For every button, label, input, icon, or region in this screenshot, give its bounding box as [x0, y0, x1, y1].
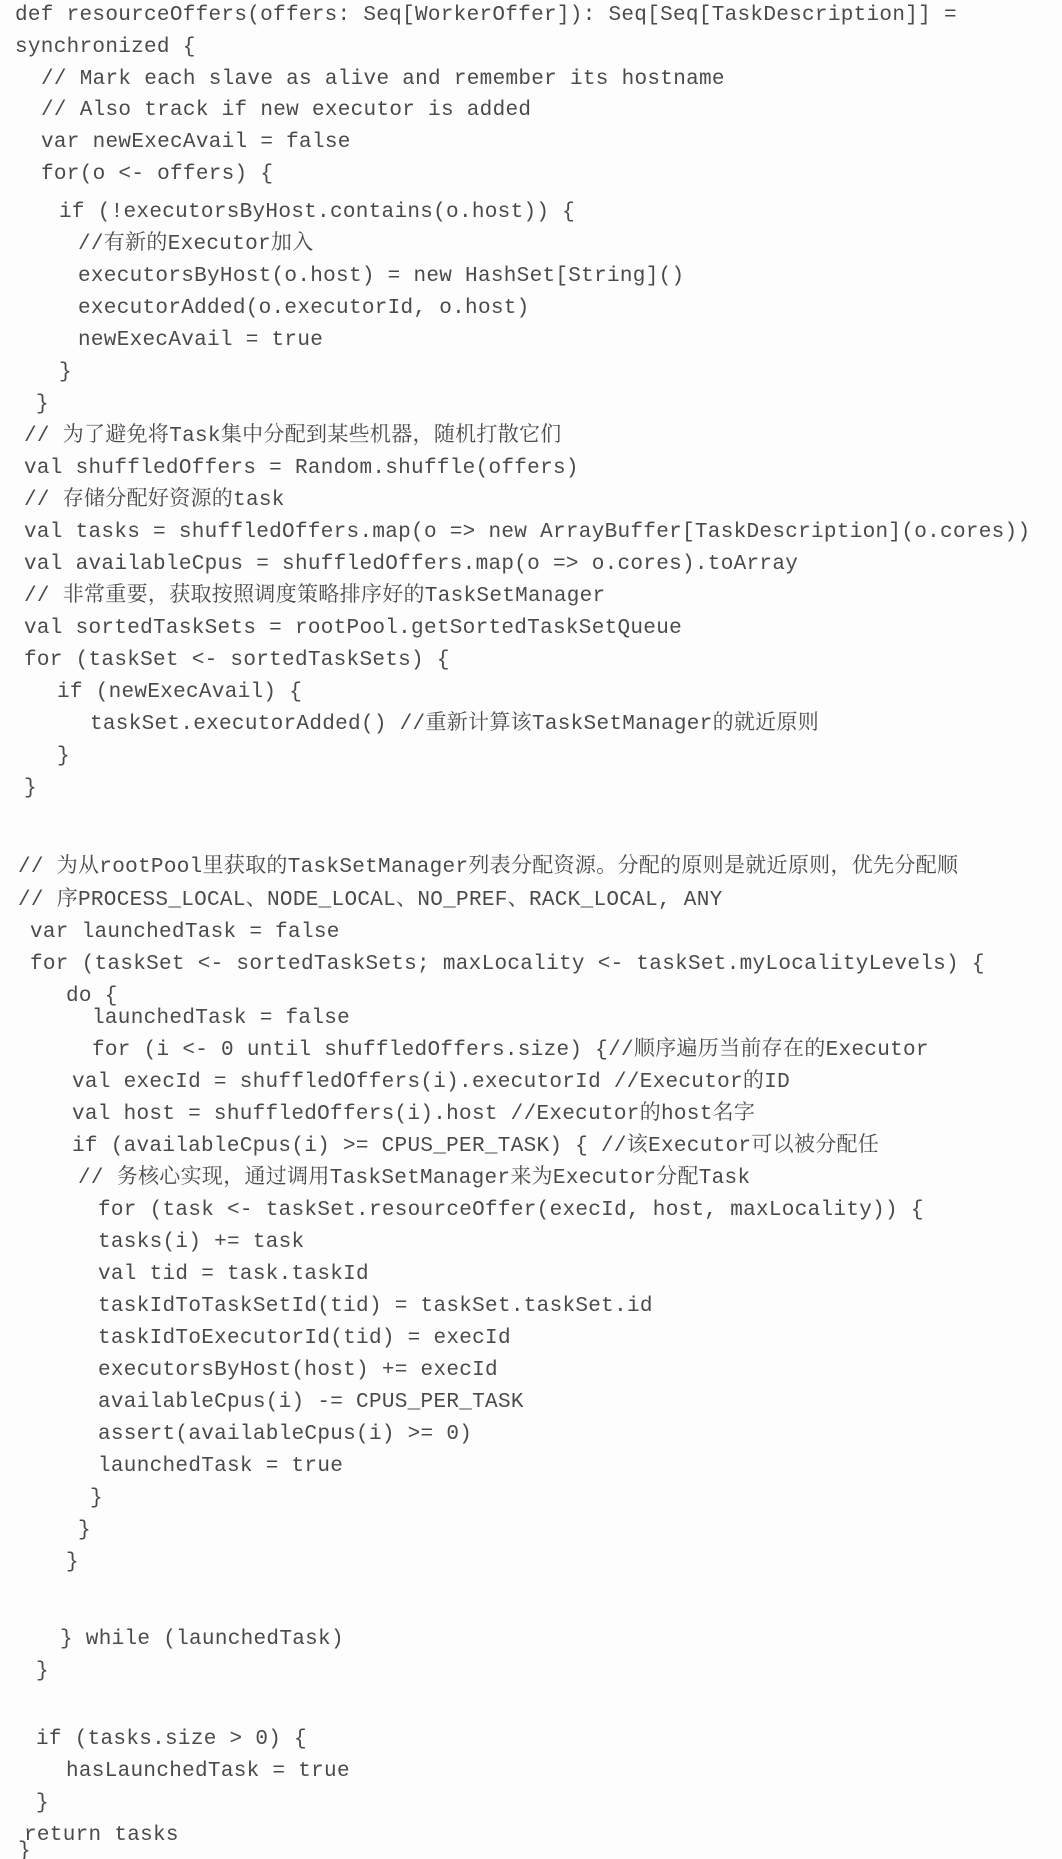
- code-line: if (!executorsByHost.contains(o.host)) {: [59, 201, 576, 224]
- code-line: do {: [66, 985, 118, 1008]
- code-comment-line: // 为了避免将Task集中分配到某些机器，随机打散它们: [24, 425, 562, 448]
- code-line: var newExecAvail = false: [41, 131, 351, 154]
- code-line: val host = shuffledOffers(i).host //Executor的host名字: [72, 1103, 756, 1126]
- code-line: }: [57, 745, 70, 768]
- code-comment-line: // 为从rootPool里获取的TaskSetManager列表分配资源。分配的原则是就近原则，优先分配顺: [18, 856, 959, 879]
- code-line: for (taskSet <- sortedTaskSets; maxLocality <- taskSet.myLocalityLevels) {: [30, 953, 985, 976]
- code-line: executorsByHost(o.host) = new HashSet[String](): [78, 265, 685, 288]
- code-line: executorAdded(o.executorId, o.host): [78, 297, 530, 320]
- code-line: hasLaunchedTask = true: [66, 1760, 350, 1783]
- code-line: }: [78, 1519, 91, 1542]
- code-line: val availableCpus = shuffledOffers.map(o => o.cores).toArray: [24, 553, 799, 576]
- code-comment-line: // 存储分配好资源的task: [24, 489, 285, 512]
- code-line: synchronized {: [15, 36, 196, 59]
- code-line: launchedTask = false: [92, 1007, 351, 1030]
- code-line: val execId = shuffledOffers(i).executorId //Executor的ID: [72, 1071, 791, 1094]
- code-line: tasks(i) += task: [98, 1231, 305, 1254]
- code-line: }: [18, 1840, 31, 1859]
- code-line: val tasks = shuffledOffers.map(o => new ArrayBuffer[TaskDescription](o.cores)): [24, 521, 1031, 544]
- code-line: if (newExecAvail) {: [57, 681, 303, 704]
- code-line: }: [90, 1487, 103, 1510]
- code-line: }: [36, 1660, 49, 1683]
- code-line: taskSet.executorAdded() //重新计算该TaskSetManager的就近原则: [90, 713, 820, 736]
- code-line: availableCpus(i) -= CPUS_PER_TASK: [98, 1391, 524, 1414]
- code-line: }: [59, 361, 72, 384]
- code-line: var launchedTask = false: [30, 921, 340, 944]
- code-line: val shuffledOffers = Random.shuffle(offers): [24, 457, 579, 480]
- code-line: for (task <- taskSet.resourceOffer(execId, host, maxLocality)) {: [98, 1199, 924, 1222]
- code-comment-line: // Mark each slave as alive and remember its hostname: [41, 68, 725, 91]
- code-line: }: [66, 1551, 79, 1574]
- code-line: for (i <- 0 until shuffledOffers.size) {//顺序遍历当前存在的Executor: [92, 1039, 929, 1062]
- code-line: if (availableCpus(i) >= CPUS_PER_TASK) { //该Executor可以被分配任: [72, 1135, 880, 1158]
- code-line: assert(availableCpus(i) >= 0): [98, 1423, 473, 1446]
- code-line: for(o <- offers) {: [41, 163, 274, 186]
- code-line: taskIdToExecutorId(tid) = execId: [98, 1327, 511, 1350]
- code-line: return tasks: [24, 1824, 179, 1847]
- code-line: val sortedTaskSets = rootPool.getSortedTaskSetQueue: [24, 617, 683, 640]
- code-line: for (taskSet <- sortedTaskSets) {: [24, 649, 450, 672]
- code-line: launchedTask = true: [98, 1455, 344, 1478]
- code-line: if (tasks.size > 0) {: [36, 1728, 307, 1751]
- code-comment-line: // 非常重要，获取按照调度策略排序好的TaskSetManager: [24, 585, 606, 608]
- code-line: newExecAvail = true: [78, 329, 324, 352]
- code-line: }: [24, 777, 37, 800]
- code-line: } while (launchedTask): [60, 1628, 344, 1651]
- code-comment-line: //有新的Executor加入: [78, 233, 314, 256]
- code-comment-line: // 序PROCESS_LOCAL、NODE_LOCAL、NO_PREF、RACK_LOCAL, ANY: [18, 889, 723, 912]
- code-comment-line: // Also track if new executor is added: [41, 99, 532, 122]
- code-line: }: [36, 1792, 49, 1815]
- code-line: def resourceOffers(offers: Seq[WorkerOffer]): Seq[Seq[TaskDescription]] =: [15, 4, 957, 27]
- code-line: val tid = task.taskId: [98, 1263, 369, 1286]
- code-line: }: [36, 393, 49, 416]
- code-line: taskIdToTaskSetId(tid) = taskSet.taskSet.id: [98, 1295, 653, 1318]
- code-line: executorsByHost(host) += execId: [98, 1359, 498, 1382]
- code-comment-line: // 务核心实现，通过调用TaskSetManager来为Executor分配Task: [78, 1167, 751, 1190]
